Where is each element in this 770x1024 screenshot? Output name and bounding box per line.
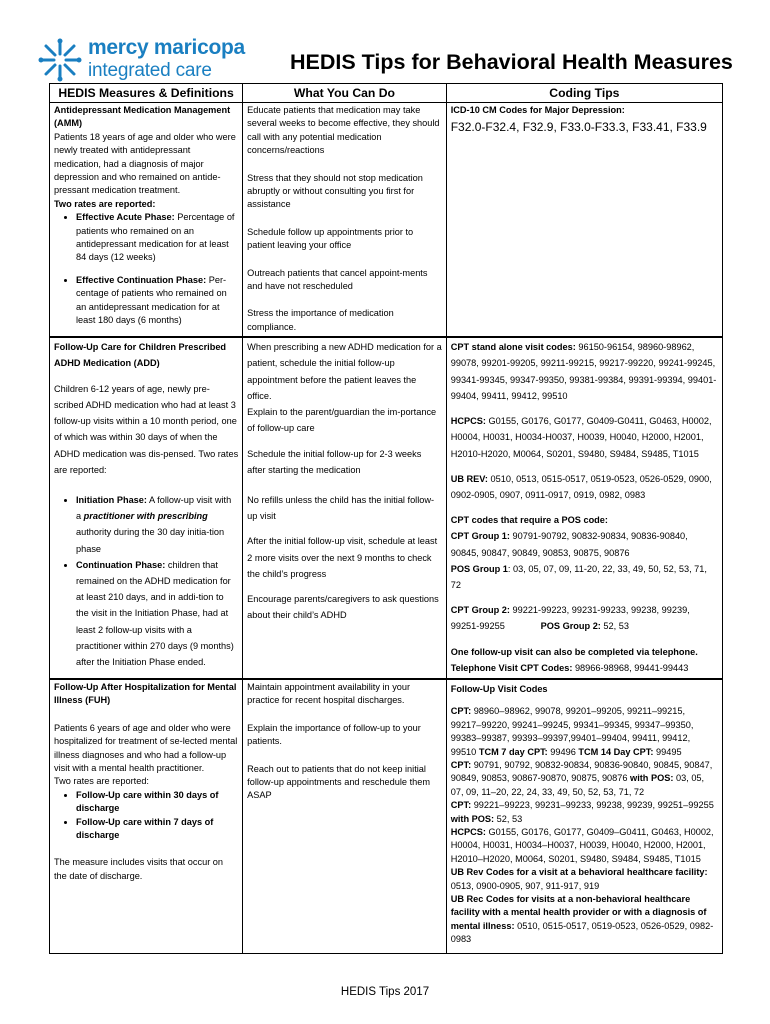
page-footer: HEDIS Tips 2017	[340, 986, 430, 998]
fuh-cpt-pos1: CPT: 90791, 90792, 90832-90834, 90836-90840, 90845, 90847, 90849, 90853, 90867-90870, 90875, 90876 with POS: 03, 05, 07, 09, 11–20, 22, 24, 33, 49, 50, 52, 53, 71, 72	[450, 759, 713, 797]
add-coding-cell	[446, 337, 722, 679]
telephone-codes: Telephone Visit CPT Codes: 98966-98968, 99441-99443	[450, 662, 689, 673]
add-rates-list	[54, 492, 238, 670]
cpt-group2: CPT Group 2: 99221-99223, 99231-99233, 99238, 99239, 99251-99255 POS Group 2: 52, 53	[450, 605, 690, 632]
amm-title: Antidepressant Medication Management (AMM)	[54, 105, 231, 129]
amm-actions-cell	[243, 103, 447, 338]
fuh-coding-cell	[446, 679, 722, 954]
fuh-rates-label: Two rates are reported:	[54, 776, 149, 787]
amm-definition: Patients 18 years of age and older who were newly treated with antidepressant medication, had a diagnosis of major depression and who remained on antide-pressant medication treatment.	[54, 131, 236, 196]
cpt-standalone: CPT stand alone visit codes: 96150-96154, 98960-98962, 99078, 99201-99205, 99211-99215, 99217-99220, 99241-99245, 99341-99345, 99347-99350, 99381-99384, 99391-99394, 99401-99404, 99411, 99412, 99510	[450, 342, 717, 401]
followup-codes-label: Follow-Up Visit Codes	[450, 683, 548, 694]
list-item: • Effective Acute Phase: Percentage of patients who remained on an antidepressant medication for at least 84 days (12 weeks)	[76, 211, 238, 265]
table-row-add	[50, 337, 723, 679]
list-item: • Follow-Up care within 30 days of discharge	[76, 789, 238, 816]
action-text: When prescribing a new ADHD medication for a patient, schedule the initial follow-up appointment before the patient leaves the office.	[247, 342, 442, 401]
action-text: Schedule follow up appointments prior to patient leaving your office	[247, 226, 414, 251]
hedis-table	[49, 83, 723, 954]
header-coding: Coding Tips	[446, 84, 722, 103]
mercy-maricopa-logo	[38, 36, 248, 84]
snowflake-logo-icon	[38, 38, 82, 82]
list-item: • Continuation Phase: children that remained on the ADHD medication for at least 210 days, and in addi-tion to the visit in the Initiation Phase, had at least 2 follow-up visits with a practitioner within 270 days (9 months) after the Initiation Phase ended.	[76, 557, 238, 670]
hcpcs-codes: HCPCS: G0155, G0176, G0177, G0409-G0411, G0463, H0002, H0004, H0031, H0034-H0037, H0039, H0040, H2000, H2001, H2010-H2020, M0064, S0201, S9480, S9484, S9485, T1015	[450, 416, 712, 459]
fuh-ub-rec-nonbh: UB Rec Codes for visits at a non-behavioral healthcare facility with a mental health provider or with a diagnosis of mental illness: 0510, 0515-0517, 0519-0523, 0526-0529, 0982-0983	[450, 894, 714, 945]
fuh-ub-rev-bh: UB Rev Codes for a visit at a behavioral healthcare facility: 0513, 0900-0905, 907, 911-917, 919	[450, 867, 708, 891]
fuh-actions-cell	[243, 679, 447, 954]
fuh-hcpcs: HCPCS: G0155, G0176, G0177, G0409–G0411, G0463, H0002, H0004, H0031, H0034–H0037, H0039, H0040, H2000, H2001, H2010–H2020, M0064, S0201, S9480, S9484, S9485, T1015	[450, 827, 714, 864]
fuh-title: Follow-Up After Hospitalization for Mental Illness (FUH)	[54, 681, 237, 706]
fuh-cpt-codes: CPT: 98960–98962, 99078, 99201–99205, 99211–99215, 99217–99220, 99241–99245, 99341–99345, 99347–99350, 99383–99387, 99393–99397,99401–99404, 99411, 99412, 99510 TCM 7 day CPT: 99496 TCM 14 Day CPT: 99495	[450, 706, 694, 757]
header-measures: HEDIS Measures & Definitions	[50, 84, 243, 103]
telephone-note: One follow-up visit can also be completed via telephone.	[450, 646, 698, 657]
page-title: HEDIS Tips for Behavioral Health Measures	[290, 50, 733, 74]
icd-label: ICD-10 CM Codes for Major Depression:	[450, 105, 625, 115]
table-row-amm	[50, 103, 723, 338]
action-text: After the initial follow-up visit, schedule at least 2 more visits over the next 9 months to check the child’s progress	[247, 536, 438, 579]
action-text: Schedule the initial follow-up for 2-3 weeks after starting the medication	[247, 448, 422, 475]
action-text: Stress that they should not stop medication abruptly or without consulting you first for assistance	[247, 172, 423, 210]
fuh-cpt-pos2: CPT: 99221–99223, 99231–99233, 99238, 99239, 99251–99255 with POS: 52, 53	[450, 800, 714, 824]
amm-rates-list	[54, 211, 238, 327]
fuh-rates-list	[54, 789, 238, 843]
add-definition: Children 6-12 years of age, newly pre-scribed ADHD medication who had at least 3 follow-up visits within a 10 month period, one of which was within 30 days of when the ADHD medication was dis-pensed. Two rates are reported:	[54, 383, 239, 475]
list-item: • Follow-Up care within 7 days of discharge	[76, 816, 238, 843]
list-item: • Effective Continuation Phase: Per-centage of patients who remained on an antidepressant medication for at least 180 days (6 months)	[76, 274, 238, 328]
ub-rev-codes: UB REV: 0510, 0513, 0515-0517, 0519-0523, 0526-0529, 0900, 0902-0905, 0907, 0911-0917, 0919, 0982, 0983	[450, 473, 712, 500]
header-actions: What You Can Do	[243, 84, 447, 103]
action-text: Explain to the parent/guardian the im-portance of follow-up care	[247, 407, 437, 434]
action-text: Outreach patients that cancel appoint-ments and have not rescheduled	[247, 267, 428, 292]
add-measure-cell	[50, 337, 243, 679]
cpt-group1: CPT Group 1: 90791-90792, 90832-90834, 90836-90840, 90845, 90847, 90849, 90853, 90875, 90876	[450, 531, 688, 558]
icd-codes: F32.0-F32.4, F32.9, F33.0-F33.3, F33.41, F33.9	[450, 120, 707, 135]
amm-coding-cell	[446, 103, 722, 338]
table-header-row	[50, 84, 723, 103]
action-text: Encourage parents/caregivers to ask questions about their child’s ADHD	[247, 593, 439, 621]
fuh-note: The measure includes visits that occur on the date of discharge.	[54, 857, 224, 881]
list-item: • Initiation Phase: A follow-up visit with a practitioner with prescribing authority during the 30 day initia-tion phase	[76, 492, 238, 557]
action-text: Maintain appointment availability in your practice for recent hospital discharges.	[247, 681, 411, 706]
fuh-measure-cell	[50, 679, 243, 954]
amm-measure-cell	[50, 103, 243, 338]
logo-text-line2: integrated care	[88, 60, 212, 81]
add-title: Follow-Up Care for Children Prescribed ADHD Medication (ADD)	[54, 342, 227, 369]
action-text: Educate patients that medication may take several weeks to become effective, they should call with any potential medication concerns/reactions	[247, 105, 440, 156]
table-row-fuh	[50, 679, 723, 954]
action-text: Reach out to patients that do not keep initial follow-up appointments and reschedule them ASAP	[247, 763, 431, 801]
add-actions-cell	[243, 337, 447, 679]
action-text: Stress the importance of medication compliance.	[247, 308, 394, 332]
action-text: No refills unless the child has the initial follow-up visit	[247, 494, 435, 522]
amm-rates-label: Two rates are reported:	[54, 198, 156, 209]
logo-text-line1: mercy maricopa	[88, 36, 245, 59]
pos-group1: POS Group 1: 03, 05, 07, 09, 11-20, 22, 33, 49, 50, 52, 53, 71, 72	[450, 563, 707, 590]
pos-codes-label: CPT codes that require a POS code:	[450, 515, 608, 526]
fuh-definition: Patients 6 years of age and older who were hospitalized for treatment of se-lected mental illness diagnoses and who had a follow-up visit with a mental health practitioner.	[54, 722, 238, 773]
action-text: Explain the importance of follow-up to your patients.	[247, 722, 421, 747]
